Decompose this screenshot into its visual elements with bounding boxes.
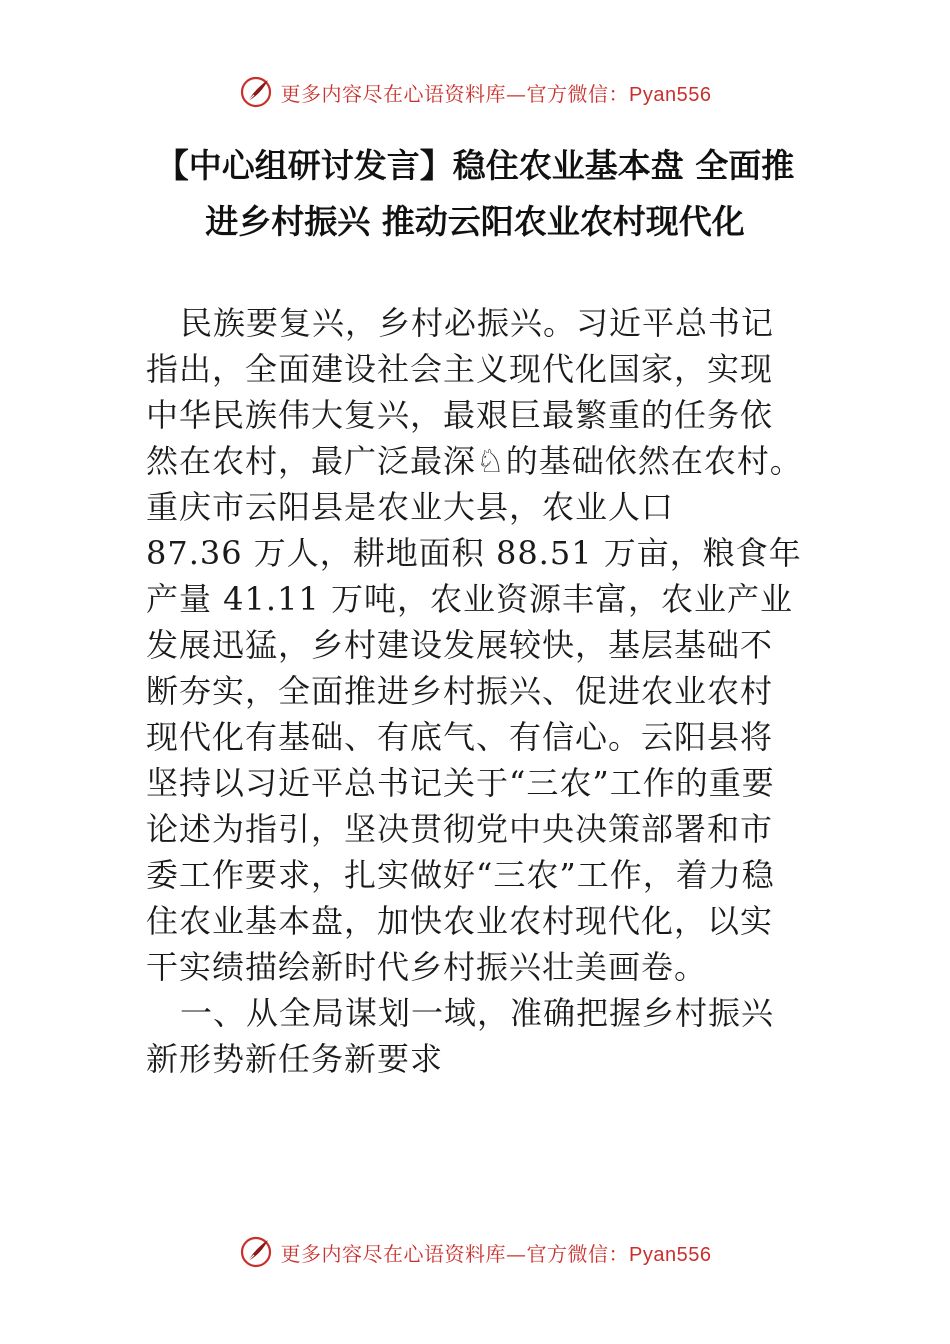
body-line: 产量 41.11 万吨，农业资源丰富，农业产业	[146, 580, 793, 618]
quill-logo-icon	[239, 75, 273, 109]
body-line: 重庆市云阳县是农业大县，农业人口	[146, 488, 675, 526]
document-title	[100, 138, 850, 250]
body-line: 现代化有基础、有底气、有信心。云阳县将	[146, 718, 774, 756]
body-line: 指出，全面建设社会主义现代化国家，实现	[146, 350, 774, 388]
body-line: 干实绩描绘新时代乡村振兴壮美画卷。	[146, 948, 708, 986]
body-line: 发展迅猛，乡村建设发展较快，基层基础不	[146, 626, 774, 664]
title-line: 【中心组研讨发言】稳住农业基本盘 全面推	[155, 146, 795, 185]
header-watermark	[0, 72, 950, 112]
body-line: 住农业基本盘，加快农业农村现代化，以实	[146, 902, 774, 940]
body-line: 断夯实，全面推进乡村振兴、促进农业农村	[146, 672, 774, 710]
body-line: 委工作要求，扎实做好“三农”工作，着力稳	[146, 856, 775, 894]
body-line: 中华民族伟大复兴，最艰巨最繁重的任务依	[146, 396, 774, 434]
watermark-text: 更多内容尽在心语资料库—官方微信：Pyan556	[280, 1241, 712, 1266]
body-line: 论述为指引，坚决贯彻党中央决策部署和市	[146, 810, 774, 848]
section-heading-line: 新形势新任务新要求	[146, 1040, 444, 1078]
title-line: 进乡村振兴 推动云阳农业农村现代化	[205, 202, 745, 241]
document-body	[146, 300, 816, 1082]
watermark-text: 更多内容尽在心语资料库—官方微信：Pyan556	[280, 81, 712, 106]
footer-watermark	[0, 1232, 950, 1272]
body-line: 坚持以习近平总书记关于“三农”工作的重要	[146, 764, 775, 802]
body-line: 87.36 万人，耕地面积 88.51 万亩，粮食年	[146, 534, 802, 572]
section-heading-line: 一、从全局谋划一域，准确把握乡村振兴	[180, 994, 775, 1032]
quill-logo-icon	[239, 1235, 273, 1269]
body-line: 民族要复兴，乡村必振兴。习近平总书记	[180, 304, 775, 342]
body-line: 然在农村，最广泛最深♘的基础依然在农村。	[146, 442, 803, 480]
